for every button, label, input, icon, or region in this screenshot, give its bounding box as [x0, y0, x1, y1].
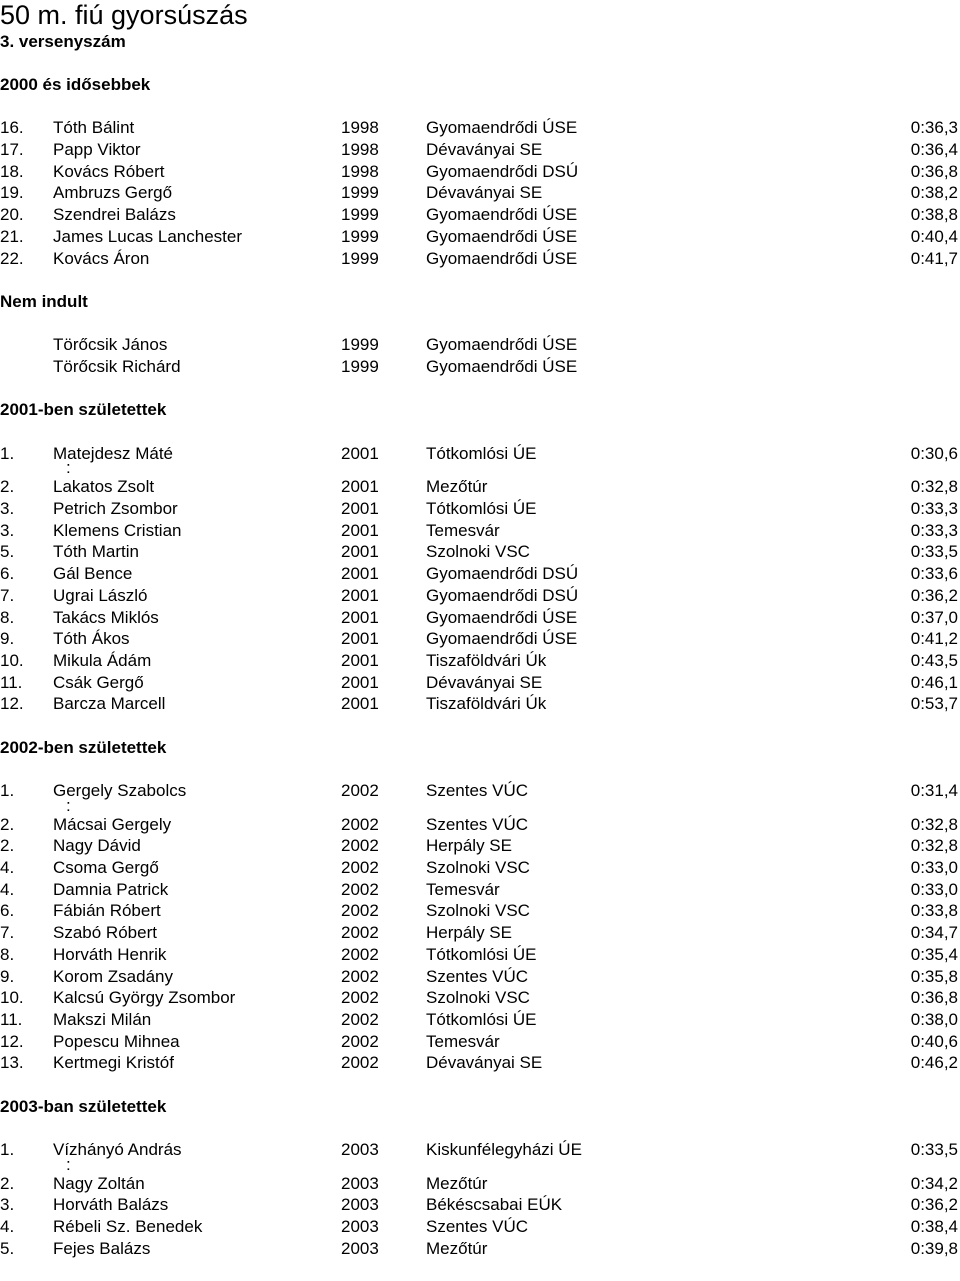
result-row [0, 498, 960, 520]
result-row [0, 987, 960, 1009]
club-cell: Tótkomlósi ÚE [426, 443, 537, 463]
rank-cell: 16. [0, 118, 24, 138]
rank-cell: 9. [0, 629, 15, 649]
year-cell: 2002 [341, 879, 379, 899]
name-cell: Takács Miklós [53, 607, 159, 627]
name-cell: Nagy Dávid [53, 836, 141, 856]
club-cell: Temesvár [426, 520, 500, 540]
name-cell: Ambruzs Gergő [53, 183, 173, 203]
year-cell: 2002 [341, 1053, 379, 1073]
club-cell: Békéscsabai EÚK [426, 1195, 563, 1215]
rank-cell: 1. [0, 781, 15, 800]
name-cell: Barcza Marcell [53, 694, 166, 714]
time-cell: 0:38,4 [910, 1217, 958, 1237]
rank-cell: 2. [0, 1173, 15, 1193]
rank-cell: 4. [0, 1217, 15, 1237]
year-cell: 2001 [341, 443, 379, 463]
name-cell: Kalcsú György Zsombor [53, 988, 236, 1008]
name-cell: Csák Gergő [53, 672, 144, 692]
time-cell: 0:40,4 [910, 226, 958, 246]
year-cell: 2001 [341, 520, 379, 540]
name-cell: Mikula Ádám [53, 650, 152, 670]
club-cell: Dévaványai SE [426, 672, 543, 692]
result-row [0, 139, 960, 161]
year-cell: 2002 [341, 1031, 379, 1051]
club-cell: Herpály SE [426, 923, 512, 943]
result-row [0, 628, 960, 650]
name-cell: Nagy Zoltán [53, 1173, 145, 1193]
result-row [0, 944, 960, 966]
name-cell: Törőcsik Richárd [53, 356, 181, 376]
result-row [0, 814, 960, 836]
result-row [0, 857, 960, 879]
name-cell: Horváth Henrik [53, 944, 167, 964]
year-cell: 2001 [341, 650, 379, 670]
year-cell: 2001 [341, 672, 379, 692]
rank-cell: 2. [0, 477, 15, 497]
result-row [0, 1173, 960, 1195]
year-cell: 2002 [341, 858, 379, 878]
year-cell: 2002 [341, 1009, 379, 1029]
name-cell: Popescu Mihnea [53, 1031, 180, 1051]
name-cell: Rébeli Sz. Benedek [53, 1217, 203, 1237]
name-cell: Fejes Balázs [53, 1238, 151, 1258]
year-cell: 1999 [341, 356, 379, 376]
result-row [0, 900, 960, 922]
result-row [0, 1052, 960, 1074]
time-cell: 0:33,5 [910, 542, 958, 562]
rank-cell: 6. [0, 564, 15, 584]
year-cell: 1999 [341, 205, 379, 225]
rank-cell: 4. [0, 858, 15, 878]
group-heading: 2003-ban születettek [0, 1096, 167, 1116]
rank-cell: 2. [0, 836, 15, 856]
year-cell: 2003 [341, 1195, 379, 1215]
rank-cell: 12. [0, 694, 24, 714]
time-cell: 0:36,2 [910, 1195, 958, 1215]
year-cell: 2001 [341, 585, 379, 605]
club-cell: Gyomaendrődi DSÚ [426, 585, 579, 605]
rank-cell: 8. [0, 944, 15, 964]
club-cell: Gyomaendrődi ÚSE [426, 629, 578, 649]
name-cell: Petrich Zsombor [53, 499, 178, 519]
time-cell: 0:32,8 [910, 814, 958, 834]
time-cell: 0:40,6 [910, 1031, 958, 1051]
rank-cell: 6. [0, 901, 15, 921]
club-cell: Mezőtúr [426, 1173, 488, 1193]
club-cell: Mezőtúr [426, 477, 488, 497]
year-cell: 2003 [341, 1173, 379, 1193]
page-title: 50 m. fiú gyorsúszás [0, 0, 248, 30]
rank-cell: 11. [0, 672, 23, 692]
year-cell: 2001 [341, 499, 379, 519]
time-cell: 0:46,2 [910, 1053, 958, 1073]
result-row [0, 476, 960, 498]
rank-cell: 10. [0, 988, 24, 1008]
name-cell: Horváth Balázs [53, 1195, 169, 1215]
name-cell: Klemens Cristian [53, 520, 182, 540]
rank-cell: 1. [0, 443, 15, 463]
time-cell: 0:33,0 [910, 858, 958, 878]
name-cell: Kovács Róbert [53, 161, 165, 181]
name-cell: Szendrei Balázs [53, 205, 176, 225]
rank-cell: 20. [0, 205, 24, 225]
time-cell: 0:34,2 [910, 1173, 958, 1193]
time-cell: 0:31,4 [910, 781, 958, 800]
result-row [0, 1216, 960, 1238]
event-number: 3. versenyszám [0, 32, 126, 51]
name-cell: Szabó Róbert [53, 923, 157, 943]
year-cell: 1998 [341, 161, 379, 181]
name-cell: Tóth Ákos [53, 629, 130, 649]
time-cell: 0:33,6 [910, 564, 958, 584]
name-cell: Damnia Patrick [53, 879, 169, 899]
time-cell: 0:39,8 [910, 1238, 958, 1258]
time-cell: 0:46,1 [910, 672, 958, 692]
time-cell: 0:33,3 [910, 520, 958, 540]
time-cell: 0:36,2 [910, 585, 958, 605]
result-row [0, 966, 960, 988]
club-cell: Gyomaendrődi DSÚ [426, 161, 579, 181]
rank-cell: 8. [0, 607, 15, 627]
year-cell: 2001 [341, 694, 379, 714]
rank-cell: 3. [0, 1195, 15, 1215]
result-row [0, 1139, 960, 1161]
name-cell: Makszi Milán [53, 1009, 152, 1029]
year-cell: 1999 [341, 183, 379, 203]
result-row [0, 1194, 960, 1216]
colon-mark: : [66, 795, 71, 815]
rank-cell: 4. [0, 879, 15, 899]
time-cell: 0:53,7 [910, 694, 958, 714]
result-row [0, 563, 960, 585]
result-row [0, 182, 960, 204]
rank-cell: 18. [0, 161, 24, 181]
time-cell: 0:36,3 [910, 118, 958, 138]
year-cell: 2002 [341, 944, 379, 964]
rank-cell: 1. [0, 1140, 15, 1159]
result-row [0, 1009, 960, 1031]
club-cell: Tótkomlósi ÚE [426, 499, 537, 519]
club-cell: Temesvár [426, 879, 500, 899]
result-row [0, 226, 960, 248]
club-cell: Szolnoki VSC [426, 901, 530, 921]
name-cell: Kertmegi Kristóf [53, 1053, 174, 1073]
rank-cell: 7. [0, 923, 15, 943]
year-cell: 1999 [341, 248, 379, 268]
time-cell: 0:33,8 [910, 901, 958, 921]
group-heading: 2002-ben születettek [0, 737, 167, 757]
time-cell: 0:41,7 [910, 248, 958, 268]
club-cell: Gyomaendrődi ÚSE [426, 118, 578, 138]
year-cell: 1998 [341, 118, 379, 138]
results-list [0, 74, 960, 1281]
club-cell: Kiskunfélegyházi ÚE [426, 1140, 582, 1159]
club-cell: Tiszaföldvári Úk [426, 650, 547, 670]
time-cell: 0:38,8 [910, 205, 958, 225]
name-cell: Papp Viktor [53, 140, 141, 160]
rank-cell: 3. [0, 520, 15, 540]
year-cell: 2002 [341, 836, 379, 856]
rank-cell: 3. [0, 499, 15, 519]
result-row [0, 541, 960, 563]
rank-cell: 21. [0, 226, 24, 246]
year-cell: 2003 [341, 1217, 379, 1237]
time-cell: 0:41,2 [910, 629, 958, 649]
name-cell: Csoma Gergő [53, 858, 159, 878]
club-cell: Temesvár [426, 1031, 500, 1051]
result-row [0, 585, 960, 607]
club-cell: Gyomaendrődi ÚSE [426, 335, 578, 355]
rank-cell: 12. [0, 1031, 24, 1051]
colon-mark: : [66, 1154, 71, 1174]
year-cell: 2002 [341, 781, 379, 800]
club-cell: Szentes VÚC [426, 966, 529, 986]
time-cell: 0:33,5 [910, 1140, 958, 1159]
club-cell: Tótkomlósi ÚE [426, 944, 537, 964]
rank-cell: 10. [0, 650, 24, 670]
group-heading: Nem indult [0, 291, 88, 311]
result-row [0, 780, 960, 802]
rank-cell: 5. [0, 542, 15, 562]
rank-cell: 7. [0, 585, 15, 605]
year-cell: 2002 [341, 814, 379, 834]
name-cell: Gál Bence [53, 564, 133, 584]
year-cell: 2001 [341, 477, 379, 497]
club-cell: Szolnoki VSC [426, 858, 530, 878]
year-cell: 1999 [341, 335, 379, 355]
result-row [0, 356, 960, 378]
club-cell: Szentes VÚC [426, 814, 529, 834]
club-cell: Dévaványai SE [426, 140, 543, 160]
name-cell: Korom Zsadány [53, 966, 173, 986]
name-cell: James Lucas Lanchester [53, 226, 242, 246]
result-row [0, 693, 960, 715]
time-cell: 0:38,2 [910, 183, 958, 203]
year-cell: 2002 [341, 966, 379, 986]
rank-cell: 5. [0, 1238, 15, 1258]
club-cell: Dévaványai SE [426, 1053, 543, 1073]
result-row [0, 520, 960, 542]
time-cell: 0:36,4 [910, 140, 958, 160]
rank-cell: 9. [0, 966, 15, 986]
result-row [0, 672, 960, 694]
name-cell: Matejdesz Máté [53, 443, 173, 463]
club-cell: Herpály SE [426, 836, 512, 856]
club-cell: Mezőtúr [426, 1238, 488, 1258]
time-cell: 0:37,0 [910, 607, 958, 627]
club-cell: Szentes VÚC [426, 781, 529, 800]
time-cell: 0:36,8 [910, 161, 958, 181]
name-cell: Kovács Áron [53, 248, 150, 268]
name-cell: Tóth Bálint [53, 118, 135, 138]
rank-cell: 22. [0, 248, 24, 268]
club-cell: Gyomaendrődi DSÚ [426, 564, 579, 584]
result-row [0, 1238, 960, 1260]
colon-mark: : [66, 458, 71, 478]
time-cell: 0:38,0 [910, 1009, 958, 1029]
rank-cell: 17. [0, 140, 24, 160]
year-cell: 2001 [341, 542, 379, 562]
club-cell: Gyomaendrődi ÚSE [426, 205, 578, 225]
club-cell: Tiszaföldvári Úk [426, 694, 547, 714]
time-cell: 0:34,7 [910, 923, 958, 943]
result-row [0, 204, 960, 226]
result-row [0, 607, 960, 629]
time-cell: 0:32,8 [910, 836, 958, 856]
time-cell: 0:36,8 [910, 988, 958, 1008]
year-cell: 2003 [341, 1140, 379, 1159]
result-row [0, 334, 960, 356]
time-cell: 0:33,3 [910, 499, 958, 519]
name-cell: Tóth Martin [53, 542, 139, 562]
name-cell: Ugrai László [53, 585, 148, 605]
rank-cell: 19. [0, 183, 24, 203]
name-cell: Mácsai Gergely [53, 814, 172, 834]
year-cell: 2001 [341, 629, 379, 649]
club-cell: Gyomaendrődi ÚSE [426, 356, 578, 376]
year-cell: 1998 [341, 140, 379, 160]
year-cell: 1999 [341, 226, 379, 246]
result-row [0, 1031, 960, 1053]
year-cell: 2001 [341, 564, 379, 584]
club-cell: Szolnoki VSC [426, 542, 530, 562]
year-cell: 2001 [341, 607, 379, 627]
rank-cell: 13. [0, 1053, 24, 1073]
result-row [0, 922, 960, 944]
result-row [0, 248, 960, 270]
club-cell: Tótkomlósi ÚE [426, 1009, 537, 1029]
club-cell: Gyomaendrődi ÚSE [426, 226, 578, 246]
time-cell: 0:33,0 [910, 879, 958, 899]
name-cell: Törőcsik János [53, 335, 168, 355]
time-cell: 0:35,8 [910, 966, 958, 986]
group-heading: 2001-ben születettek [0, 400, 167, 420]
club-cell: Gyomaendrődi ÚSE [426, 607, 578, 627]
result-row [0, 443, 960, 465]
time-cell: 0:43,5 [910, 650, 958, 670]
time-cell: 0:32,8 [910, 477, 958, 497]
time-cell: 0:30,6 [910, 443, 958, 463]
club-cell: Szentes VÚC [426, 1217, 529, 1237]
name-cell: Fábián Róbert [53, 901, 161, 921]
result-row [0, 117, 960, 139]
year-cell: 2003 [341, 1238, 379, 1258]
club-cell: Szolnoki VSC [426, 988, 530, 1008]
result-row [0, 879, 960, 901]
rank-cell: 2. [0, 814, 15, 834]
name-cell: Lakatos Zsolt [53, 477, 155, 497]
result-row [0, 835, 960, 857]
year-cell: 2002 [341, 988, 379, 1008]
year-cell: 2002 [341, 923, 379, 943]
name-cell: Vízhányó András [53, 1140, 182, 1159]
result-row [0, 161, 960, 183]
time-cell: 0:35,4 [910, 944, 958, 964]
year-cell: 2002 [341, 901, 379, 921]
club-cell: Gyomaendrődi ÚSE [426, 248, 578, 268]
rank-cell: 11. [0, 1009, 23, 1029]
group-heading: 2000 és idősebbek [0, 75, 151, 94]
name-cell: Gergely Szabolcs [53, 781, 187, 800]
result-row [0, 650, 960, 672]
club-cell: Dévaványai SE [426, 183, 543, 203]
